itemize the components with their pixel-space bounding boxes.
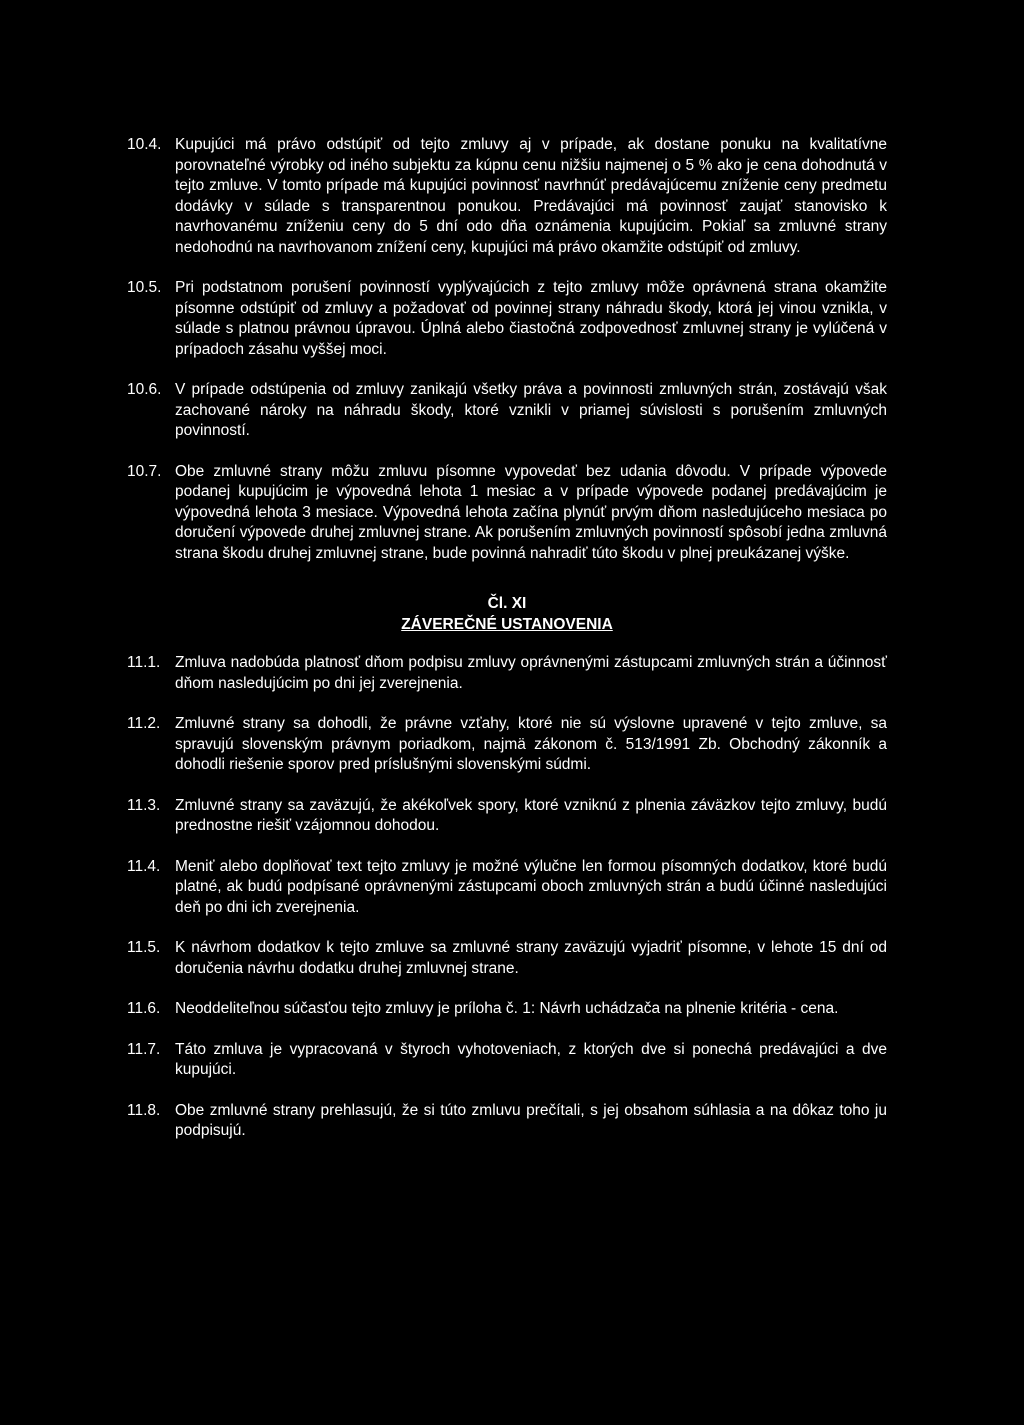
- clause-text: Zmluva nadobúda platnosť dňom podpisu zmluvy oprávnenými zástupcami zmluvných strán a účinnosť dňom nasledujúcim po dni jej zverejnenia.: [175, 654, 887, 692]
- clause-10-7: [127, 462, 887, 565]
- clause-text: Táto zmluva je vypracovaná v štyroch vyhotoveniach, z ktorých dve si ponechá predávajúci a dve kupujúci.: [175, 1040, 887, 1078]
- section-heading: [127, 594, 887, 635]
- document-page: [127, 135, 887, 1162]
- clause-number: 11.2.: [127, 715, 161, 732]
- clause-11-1: [127, 653, 887, 694]
- clause-number: 11.5.: [127, 939, 161, 956]
- clause-10-6: [127, 380, 887, 442]
- clause-number: 11.6.: [127, 1000, 161, 1017]
- clause-number: 11.8.: [127, 1101, 161, 1119]
- clause-number: 11.7.: [127, 1040, 161, 1058]
- clause-11-2: [127, 714, 887, 776]
- clause-text: Zmluvné strany sa dohodli, že právne vzťahy, ktoré nie sú výslovne upravené v tejto zmluve, sa spravujú slovenským právnym poriadkom, najmä zákonom č. 513/1991 Zb. Obchodný zákonník a dohodli riešenie sporov pred príslušnými slovenskými súdmi.: [175, 715, 887, 773]
- clause-11-4: [127, 857, 887, 919]
- section-number-heading: Čl. XI: [487, 595, 527, 612]
- clause-number: 10.4.: [127, 136, 162, 153]
- clause-number: 10.6.: [127, 381, 162, 398]
- clause-11-6: [127, 999, 887, 1020]
- clause-text: K návrhom dodatkov k tejto zmluve sa zmluvné strany zaväzujú vyjadriť písomne, v lehote 15 dní od doručenia návrhu dodatku druhej zmluvnej strane.: [175, 939, 887, 977]
- clause-text: Obe zmluvné strany môžu zmluvu písomne vypovedať bez udania dôvodu. V prípade výpovede podanej kupujúcim je výpovedná lehota 1 mesiac a v prípade výpovede podanej predávajúcim je výpovedná lehota 3 mesiace. Výpovedná lehota začína plynúť prvým dňom nasledujúceho mesiaca po doručení výpovede druhej zmluvnej strane. Ak porušením zmluvných povinností spôsobí jedna zmluvná strana škodu druhej zmluvnej strane, bude povinná nahradiť túto škodu v plnej preukázanej výške.: [175, 462, 887, 562]
- clause-text: Zmluvné strany sa zaväzujú, že akékoľvek spory, ktoré vzniknú z plnenia záväzkov tejto zmluvy, budú prednostne riešiť vzájomnou dohodou.: [175, 796, 887, 834]
- clause-11-8: [127, 1101, 887, 1142]
- clause-text: Obe zmluvné strany prehlasujú, že si túto zmluvu prečítali, s jej obsahom súhlasia a na dôkaz toho ju podpisujú.: [175, 1101, 887, 1139]
- section-title-heading: ZÁVEREČNÉ USTANOVENIA: [401, 615, 613, 633]
- clause-number: 11.1.: [127, 654, 161, 671]
- clause-text: Neoddeliteľnou súčasťou tejto zmluvy je príloha č. 1: Návrh uchádzača na plnenie kritéria - cena.: [175, 1000, 839, 1017]
- clause-number: 10.5.: [127, 279, 162, 296]
- clause-11-7: [127, 1040, 887, 1081]
- clause-10-5: [127, 278, 887, 360]
- clause-text: Kupujúci má právo odstúpiť od tejto zmluvy aj v prípade, ak dostane ponuku na kvalitatívne porovnateľné výrobky od iného subjektu za kúpnu cenu nižšiu najmenej o 5 % ako je cena dohodnutá v tejto zmluve. V tomto prípade má kupujúci povinnosť navrhnúť predávajúcemu zníženie ceny predmetu dodávky v súlade s transparentnou ponukou. Predávajúci má povinnosť zaujať stanovisko k navrhovanému zníženiu ceny do 5 dní odo dňa oznámenia kupujúcim. Pokiaľ sa zmluvné strany nedohodnú na navrhovanom znížení ceny, kupujúci má právo okamžite odstúpiť od zmluvy.: [175, 136, 887, 256]
- clause-number: 11.3.: [127, 796, 161, 814]
- clause-number: 10.7.: [127, 462, 162, 480]
- clause-number: 11.4.: [127, 857, 161, 875]
- clause-11-5: [127, 938, 887, 979]
- clause-text: V prípade odstúpenia od zmluvy zanikajú všetky práva a povinnosti zmluvných strán, zostávajú však zachované nároky na náhradu škody, ktoré vznikli v priamej súvislosti s porušením zmluvných povinností.: [175, 381, 887, 439]
- clause-10-4: [127, 135, 887, 258]
- clause-text: Meniť alebo doplňovať text tejto zmluvy je možné výlučne len formou písomných dodatkov, ktoré budú platné, ak budú podpísané oprávnenými zástupcami oboch zmluvných strán a budú účinné nasledujúci deň po dni ich zverejnenia.: [175, 857, 887, 916]
- clause-text: Pri podstatnom porušení povinností vyplývajúcich z tejto zmluvy môže oprávnená strana okamžite písomne odstúpiť od zmluvy a požadovať od povinnej strany náhradu škody, ktorá jej vinou vznikla, v súlade s platnou právnou úpravou. Úplná alebo čiastočná zodpovednosť zmluvnej strany je vylúčená v prípadoch zásahu vyššej moci.: [175, 279, 887, 358]
- clause-11-3: [127, 796, 887, 837]
